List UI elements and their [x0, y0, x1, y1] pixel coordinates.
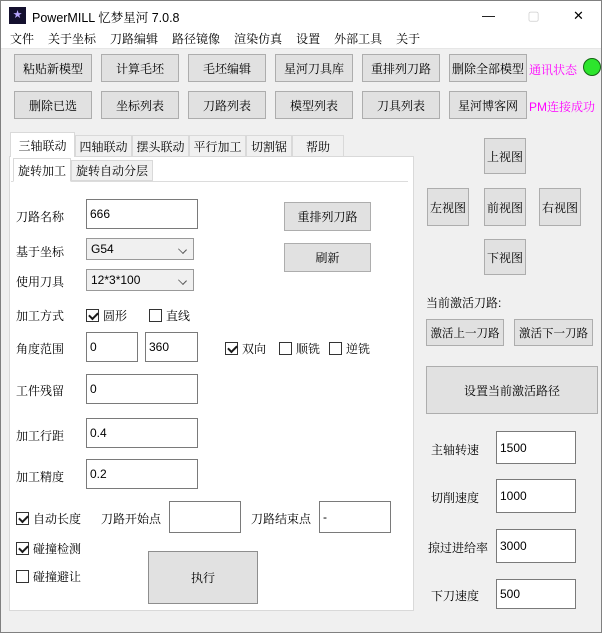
collision-check-checkbox[interactable] — [16, 540, 81, 557]
checkbox-icon[interactable] — [16, 542, 29, 555]
menu-about[interactable]: 关于 — [396, 31, 421, 46]
checkbox-icon[interactable] — [16, 512, 29, 525]
chevron-down-icon — [178, 276, 187, 285]
tab-3axis[interactable]: 三轴联动 — [10, 132, 75, 157]
tolerance-label: 加工精度 — [16, 470, 65, 484]
toolpath-name-input[interactable] — [86, 199, 198, 229]
title-bar — [1, 1, 601, 30]
menu-settings[interactable]: 设置 — [296, 31, 321, 46]
view-front-button[interactable]: 前视图 — [484, 188, 526, 226]
auto-length-checkbox[interactable] — [16, 510, 81, 527]
app-icon: ★ — [9, 7, 26, 24]
tool-library-button[interactable]: 星河刀具库 — [275, 54, 353, 82]
menu-bar — [1, 30, 601, 49]
mode-linear-checkbox[interactable] — [149, 307, 190, 324]
delete-all-models-button[interactable]: 删除全部模型 — [449, 54, 527, 82]
coord-list-button[interactable]: 坐标列表 — [101, 91, 179, 119]
checkbox-icon[interactable] — [149, 309, 162, 322]
blog-site-button[interactable]: 星河博客网 — [449, 91, 527, 119]
checkbox-icon[interactable] — [225, 342, 238, 355]
skim-feedrate-label: 掠过进给率 — [428, 541, 489, 555]
mode-circular-label: 圆形 — [103, 309, 128, 323]
tab-help[interactable]: 帮助 — [292, 135, 344, 156]
coord-label: 基于坐标 — [16, 245, 65, 259]
view-top-button[interactable]: 上视图 — [484, 138, 526, 174]
coord-select-value: G54 — [91, 242, 114, 256]
menu-coords[interactable]: 关于坐标 — [48, 31, 97, 46]
subtab-rotary-machining[interactable]: 旋转加工 — [13, 158, 71, 182]
collision-avoid-label: 碰撞避让 — [33, 570, 82, 584]
chevron-down-icon — [178, 245, 187, 254]
menu-render-sim[interactable]: 渲染仿真 — [234, 31, 283, 46]
bidirectional-checkbox[interactable] — [225, 340, 266, 357]
execute-button[interactable]: 执行 — [148, 551, 258, 604]
spindle-speed-label: 主轴转速 — [431, 443, 480, 457]
end-point-label: 刀路结束点 — [251, 512, 312, 526]
activate-prev-toolpath-button[interactable]: 激活上一刀路 — [426, 319, 504, 346]
menu-file[interactable]: 文件 — [10, 31, 35, 46]
paste-new-model-button[interactable]: 粘贴新模型 — [14, 54, 92, 82]
conventional-mill-checkbox[interactable] — [329, 340, 370, 357]
menu-path-mirror[interactable]: 路径镜像 — [172, 31, 221, 46]
auto-length-label: 自动长度 — [33, 512, 82, 526]
cutting-speed-label: 切削速度 — [431, 491, 480, 505]
checkbox-icon[interactable] — [86, 309, 99, 322]
comm-status-light — [583, 58, 601, 76]
menu-external-tools[interactable]: 外部工具 — [334, 31, 383, 46]
angle-to-input[interactable] — [145, 332, 198, 362]
start-point-input[interactable] — [169, 501, 241, 533]
delete-selected-button[interactable]: 删除已选 — [14, 91, 92, 119]
mode-label: 加工方式 — [16, 309, 65, 323]
conventional-mill-label: 逆铣 — [346, 342, 371, 356]
checkbox-icon[interactable] — [279, 342, 292, 355]
view-left-button[interactable]: 左视图 — [427, 188, 469, 226]
start-point-label: 刀路开始点 — [101, 512, 162, 526]
rearrange-toolpaths-button[interactable]: 重排列刀路 — [284, 202, 371, 231]
tab-saw[interactable]: 切割锯 — [246, 135, 292, 156]
menu-toolpath-edit[interactable]: 刀路编辑 — [110, 31, 159, 46]
window-title: PowerMILL 忆梦星河 7.0.8 — [32, 11, 180, 25]
climb-mill-checkbox[interactable] — [279, 340, 320, 357]
minimize-button[interactable]: — — [482, 8, 495, 23]
bidirectional-label: 双向 — [242, 342, 267, 356]
subtab-rotary-auto-layer[interactable]: 旋转自动分层 — [71, 160, 153, 181]
tool-label: 使用刀具 — [16, 275, 65, 289]
compute-stock-button[interactable]: 计算毛坯 — [101, 54, 179, 82]
collision-check-label: 碰撞检测 — [33, 542, 82, 556]
cutting-speed-input[interactable] — [496, 479, 576, 513]
comm-status-label: 通讯状态 — [529, 63, 578, 77]
plunge-speed-label: 下刀速度 — [431, 589, 480, 603]
angle-from-input[interactable] — [86, 332, 138, 362]
toolpath-list-button[interactable]: 刀路列表 — [188, 91, 266, 119]
mode-circular-checkbox[interactable] — [86, 307, 127, 324]
stepover-input[interactable] — [86, 418, 198, 448]
refresh-button[interactable]: 刷新 — [284, 243, 371, 272]
reorder-toolpaths-button[interactable]: 重排列刀路 — [362, 54, 440, 82]
angle-range-label: 角度范围 — [16, 342, 65, 356]
coord-select[interactable] — [86, 238, 194, 260]
maximize-button[interactable]: ▢ — [527, 7, 540, 23]
plunge-speed-input[interactable] — [496, 579, 576, 609]
tool-select[interactable] — [86, 269, 194, 291]
tool-list-button[interactable]: 刀具列表 — [362, 91, 440, 119]
skim-feedrate-input[interactable] — [496, 529, 576, 563]
collision-avoid-checkbox[interactable] — [16, 568, 81, 585]
checkbox-icon[interactable] — [16, 570, 29, 583]
spindle-speed-input[interactable] — [496, 431, 576, 464]
stock-input[interactable] — [86, 374, 198, 404]
view-bottom-button[interactable]: 下视图 — [484, 239, 526, 275]
view-right-button[interactable]: 右视图 — [539, 188, 581, 226]
set-active-path-button[interactable]: 设置当前激活路径 — [426, 366, 598, 414]
stepover-label: 加工行距 — [16, 429, 65, 443]
tab-4axis[interactable]: 四轴联动 — [75, 135, 132, 156]
tool-select-value: 12*3*100 — [91, 273, 141, 287]
stock-edit-button[interactable]: 毛坯编辑 — [188, 54, 266, 82]
climb-mill-label: 顺铣 — [296, 342, 321, 356]
tolerance-input[interactable] — [86, 459, 198, 489]
end-point-input[interactable] — [319, 501, 391, 533]
tab-head-tilt[interactable]: 摆头联动 — [132, 135, 189, 156]
activate-next-toolpath-button[interactable]: 激活下一刀路 — [514, 319, 593, 346]
active-toolpath-label: 当前激活刀路: — [426, 296, 502, 310]
mode-linear-label: 直线 — [166, 309, 191, 323]
checkbox-icon[interactable] — [329, 342, 342, 355]
stock-label: 工件残留 — [16, 384, 65, 398]
tab-parallel[interactable]: 平行加工 — [189, 135, 246, 156]
model-list-button[interactable]: 模型列表 — [275, 91, 353, 119]
close-button[interactable]: ✕ — [573, 7, 584, 23]
pm-connection-label: PM连接成功 — [529, 100, 596, 114]
toolpath-name-label: 刀路名称 — [16, 210, 65, 224]
